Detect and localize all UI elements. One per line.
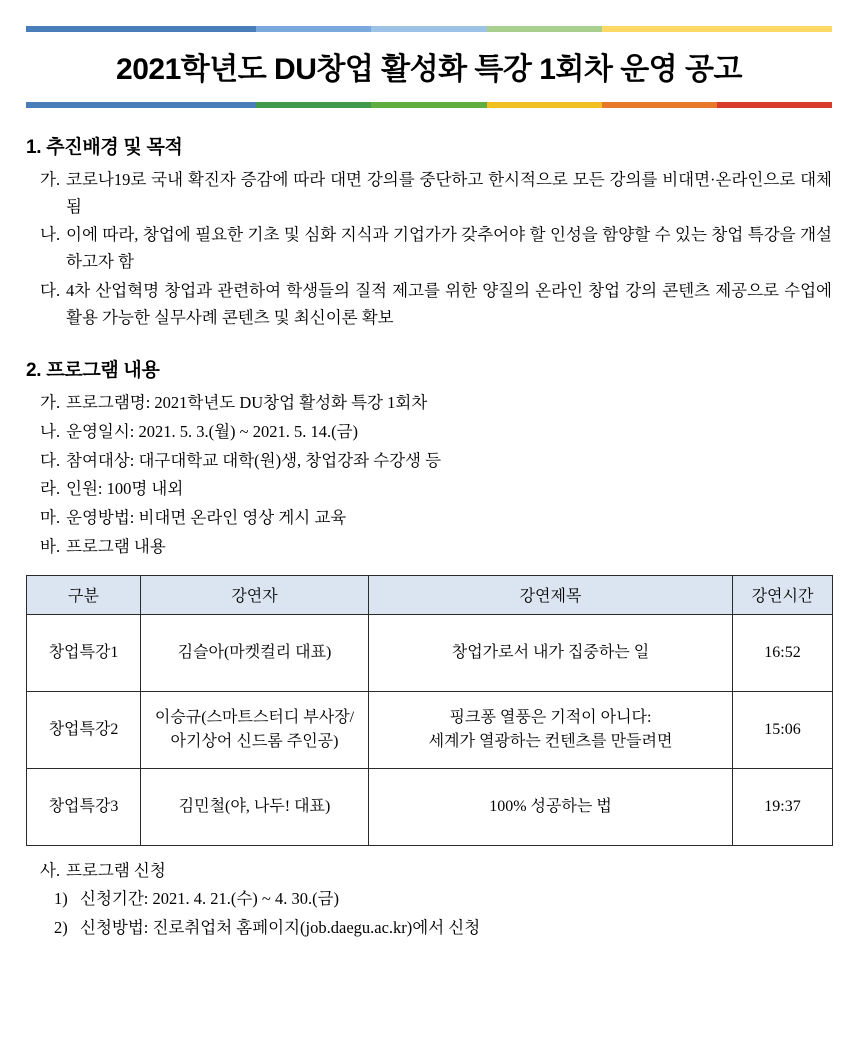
list-marker: 라.	[40, 479, 61, 499]
section-heading: 2. 프로그램 내용	[26, 360, 160, 382]
list-item	[40, 390, 832, 417]
list-text: 참여대상: 대구대학교 대학(원)생, 창업강좌 수강생 등	[66, 450, 442, 470]
list-text: 프로그램 내용	[66, 536, 166, 556]
list-marker: 마.	[40, 508, 61, 528]
table-header-row	[27, 575, 833, 614]
rule-segment	[371, 26, 486, 32]
list-item	[40, 858, 832, 885]
table-cell-time: 15:06	[733, 691, 833, 768]
rule-segment	[487, 26, 602, 32]
table-header-cell: 강연제목	[369, 575, 733, 614]
section-program-content	[26, 355, 832, 560]
table-header-cell: 강연시간	[733, 575, 833, 614]
list-marker: 다.	[40, 450, 61, 470]
page-title: 2021학년도 DU창업 활성화 특강 1회차 운영 공고	[116, 53, 742, 86]
rule-segment	[256, 102, 371, 108]
table-cell-time: 19:37	[733, 768, 833, 845]
rule-segment	[141, 26, 256, 32]
list-text: 이에 따라, 창업에 필요한 기초 및 심화 지식과 기업가가 갖추어야 할 인성을 함양할 수 있는 창업 특강을 개설하고자 함	[66, 225, 832, 272]
list-item	[40, 476, 832, 503]
rule-segment	[141, 102, 256, 108]
list-item	[40, 448, 832, 475]
rule-segment	[26, 102, 141, 108]
table-row	[27, 768, 833, 845]
rule-segment	[717, 102, 832, 108]
list-item	[40, 222, 832, 275]
list-text: 인원: 100명 내외	[66, 479, 184, 499]
list-item	[40, 505, 832, 532]
list-text: 신청기간: 2021. 4. 21.(수) ~ 4. 30.(금)	[80, 889, 339, 909]
section-heading: 1. 추진배경 및 목적	[26, 137, 183, 158]
list-marker: 나.	[40, 422, 61, 442]
list-text: 신청방법: 진로취업처 홈페이지(job.daegu.ac.kr)에서 신청	[80, 918, 481, 938]
rule-segment	[26, 26, 141, 32]
table-cell-speaker: 이승규(스마트스터디 부사장/ 아기상어 신드롬 주인공)	[141, 691, 369, 768]
table-header-cell: 구분	[27, 575, 141, 614]
list-item	[54, 886, 832, 913]
table-row	[27, 614, 833, 691]
rule-segment	[602, 102, 717, 108]
program-table	[26, 575, 833, 846]
list-text: 프로그램명: 2021학년도 DU창업 활성화 특강 1회차	[66, 393, 428, 413]
table-cell-topic: 100% 성공하는 법	[369, 768, 733, 845]
table-cell-gubun: 창업특강1	[27, 614, 141, 691]
section-background-purpose	[26, 132, 832, 331]
rule-segment	[602, 26, 717, 32]
table-cell-gubun: 창업특강2	[27, 691, 141, 768]
title-block	[26, 26, 832, 108]
list-item	[40, 534, 832, 561]
list-marker: 가.	[40, 393, 61, 413]
table-row	[27, 691, 833, 768]
list-item	[40, 278, 832, 331]
list-text: 프로그램 신청	[66, 860, 166, 880]
document-page	[0, 26, 858, 1039]
list-text: 코로나19로 국내 확진자 증감에 따라 대면 강의를 중단하고 한시적으로 모든 강의를 비대면·온라인으로 대체 됨	[66, 170, 832, 216]
rule-segment	[371, 102, 486, 108]
table-cell-time: 16:52	[733, 614, 833, 691]
list-marker: 1)	[54, 889, 68, 909]
table-cell-gubun: 창업특강3	[27, 768, 141, 845]
table-cell-speaker: 김민철(야, 나두! 대표)	[141, 768, 369, 845]
title-bottom-rainbow-rule	[26, 102, 832, 108]
list-item	[54, 915, 832, 942]
rule-segment	[717, 26, 832, 32]
list-item	[40, 167, 832, 220]
rule-segment	[256, 26, 371, 32]
list-marker: 나.	[40, 225, 61, 245]
list-text: 4차 산업혁명 창업과 관련하여 학생들의 질적 제고를 위한 양질의 온라인 창업 강의 콘텐츠 제공으로 수업에 활용 가능한 실무사례 콘텐츠 및 최신이론 확보	[66, 280, 832, 327]
rule-segment	[487, 102, 602, 108]
top-rainbow-rule	[26, 26, 832, 32]
table-header-cell: 강연자	[141, 575, 369, 614]
list-item	[40, 419, 832, 446]
table-cell-speaker: 김슬아(마켓컬리 대표)	[141, 614, 369, 691]
list-marker: 가.	[40, 170, 61, 189]
list-marker: 사.	[40, 860, 61, 880]
list-marker: 다.	[40, 280, 61, 300]
application-info	[26, 858, 832, 942]
list-marker: 바.	[40, 536, 61, 556]
list-text: 운영일시: 2021. 5. 3.(월) ~ 2021. 5. 14.(금)	[66, 422, 358, 442]
list-text: 운영방법: 비대면 온라인 영상 게시 교육	[66, 508, 347, 528]
list-marker: 2)	[54, 918, 68, 938]
table-cell-topic: 창업가로서 내가 집중하는 일	[369, 614, 733, 691]
table-cell-topic: 핑크퐁 열풍은 기적이 아니다: 세계가 열광하는 컨텐츠를 만들려면	[369, 691, 733, 768]
